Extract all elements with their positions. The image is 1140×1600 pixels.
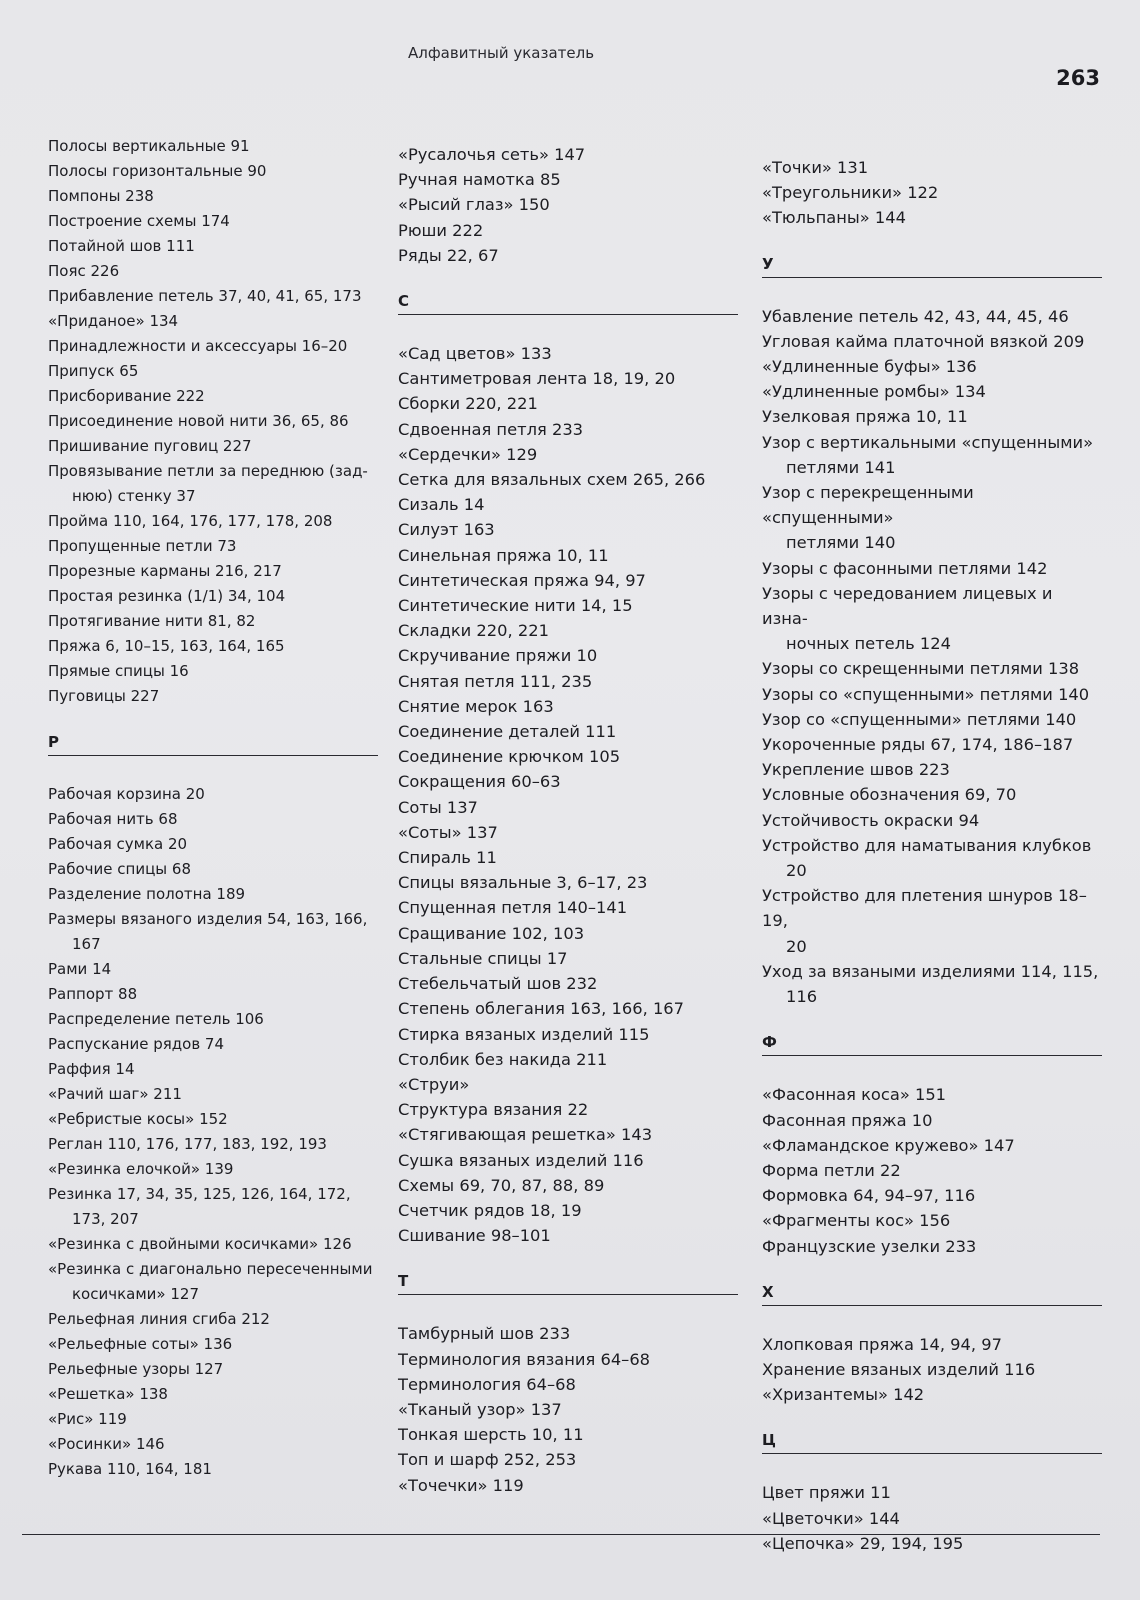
- index-entry-text: Устройство для наматывания клубков: [762, 835, 1092, 855]
- entries-t-cont: [762, 155, 1102, 231]
- index-entry-text: Размеры вязаного изделия 54, 163, 166,: [48, 910, 368, 928]
- index-entry: Соединение деталей 111: [398, 722, 617, 742]
- index-entry: Хлопковая пряжа 14, 94, 97: [762, 1334, 1002, 1354]
- entries-t: [398, 1321, 738, 1497]
- index-entry: «Русалочья сеть» 147: [398, 145, 586, 164]
- index-entry: «Точечки» 119: [398, 1475, 524, 1495]
- index-entry-text: Узор с вертикальными «спущенными»: [762, 432, 1094, 452]
- index-entry: «Рачий шаг» 211: [48, 1085, 182, 1103]
- index-entry: Тонкая шерсть 10, 11: [398, 1425, 584, 1445]
- index-entry: Потайной шов 111: [48, 237, 195, 255]
- index-entry: Формовка 64, 94–97, 116: [762, 1186, 976, 1206]
- index-entry-text: Уход за вязаными изделиями 114, 115,: [762, 961, 1099, 981]
- index-entry: Степень облегания 163, 166, 167: [398, 999, 685, 1019]
- index-entry: Рюши 222: [398, 220, 484, 240]
- index-entry: Пройма 110, 164, 176, 177, 178, 208: [48, 512, 333, 530]
- index-entry: Синтетические нити 14, 15: [398, 596, 633, 616]
- index-entry: Терминология 64–68: [398, 1374, 576, 1394]
- index-entry: Рабочая нить 68: [48, 810, 178, 828]
- index-entry-continuation: ночных петель 124: [786, 634, 951, 654]
- index-entry: Узелковая пряжа 10, 11: [762, 407, 968, 427]
- entries-r: [48, 782, 378, 1482]
- index-entry: Рабочая сумка 20: [48, 835, 188, 853]
- index-entry: Французские узелки 233: [762, 1236, 977, 1256]
- index-entry: Раппорт 88: [48, 985, 138, 1003]
- index-entry: «Сад цветов» 133: [398, 344, 552, 364]
- index-entry-continuation: нюю) стенку 37: [72, 487, 196, 505]
- index-entry: Распределение петель 106: [48, 1010, 264, 1028]
- index-entry-text: «Резинка с диагонально пересеченными: [48, 1260, 373, 1278]
- index-entry: Реглан 110, 176, 177, 183, 192, 193: [48, 1135, 327, 1153]
- index-entry: Соты 137: [398, 797, 478, 817]
- index-entry: «Тюльпаны» 144: [762, 208, 906, 228]
- entries-u: [762, 304, 1102, 1010]
- index-entry: Счетчик рядов 18, 19: [398, 1200, 582, 1220]
- index-entry: Соединение крючком 105: [398, 747, 621, 767]
- index-entry: Спущенная петля 140–141: [398, 898, 628, 918]
- index-entry: «Сердечки» 129: [398, 444, 538, 464]
- index-entry: Помпоны 238: [48, 187, 154, 205]
- entries-ts: [762, 1480, 1102, 1556]
- index-entry: Снятая петля 111, 235: [398, 671, 593, 691]
- index-entry: «Тканый узор» 137: [398, 1399, 562, 1419]
- index-entry: Сизаль 14: [398, 495, 485, 515]
- running-title: Алфавитный указатель: [408, 44, 595, 62]
- index-entry: Хранение вязаных изделий 116: [762, 1359, 1036, 1379]
- index-entry: «Цветочки» 144: [762, 1508, 900, 1528]
- letter-heading-ts: Ц: [762, 1431, 1102, 1454]
- index-entry-continuation: 20: [786, 936, 807, 956]
- index-entry: Спираль 11: [398, 848, 497, 868]
- index-entry: Простая резинка (1/1) 34, 104: [48, 587, 286, 605]
- index-entry: Рельефная линия сгиба 212: [48, 1310, 270, 1328]
- index-entry: Припуск 65: [48, 362, 139, 380]
- entries-p: [48, 134, 378, 709]
- index-entry-continuation: 173, 207: [72, 1210, 139, 1228]
- index-entry: Полосы горизонтальные 90: [48, 162, 267, 180]
- index-entry: [48, 907, 378, 957]
- index-entry: [762, 833, 1102, 883]
- letter-heading-f: Ф: [762, 1033, 1102, 1056]
- index-entry: [762, 959, 1102, 1009]
- index-column-2: [398, 142, 738, 1498]
- index-entry: [762, 430, 1102, 480]
- index-entry: Синтетическая пряжа 94, 97: [398, 570, 646, 590]
- index-entry: Узоры со скрещенными петлями 138: [762, 659, 1080, 679]
- index-entry-continuation: петлями 141: [786, 457, 896, 477]
- index-entry: Построение схемы 174: [48, 212, 230, 230]
- index-entry: Пришивание пуговиц 227: [48, 437, 252, 455]
- index-entry: «Стягивающая решетка» 143: [398, 1125, 653, 1145]
- index-entry: Узор со «спущенными» петлями 140: [762, 709, 1077, 729]
- index-entry: «Ребристые косы» 152: [48, 1110, 228, 1128]
- index-entry: Рабочие спицы 68: [48, 860, 191, 878]
- index-entry: Узоры с фасонными петлями 142: [762, 558, 1048, 578]
- index-entry-text: Узор с перекрещенными «спущенными»: [762, 483, 974, 528]
- index-entry: «Струи»: [398, 1074, 470, 1094]
- index-entry: [48, 459, 378, 509]
- index-entry: Синельная пряжа 10, 11: [398, 545, 609, 565]
- index-entry: Узоры со «спущенными» петлями 140: [762, 684, 1090, 704]
- index-entry: Снятие мерок 163: [398, 696, 554, 716]
- index-entry: Тамбурный шов 233: [398, 1324, 571, 1344]
- letter-heading-u: У: [762, 255, 1102, 278]
- index-entry: [48, 1257, 378, 1307]
- index-entry-text: Резинка 17, 34, 35, 125, 126, 164, 172,: [48, 1185, 351, 1203]
- page-number: 263: [1056, 66, 1100, 90]
- index-entry-continuation: косичками» 127: [72, 1285, 199, 1303]
- index-entry: «Рис» 119: [48, 1410, 127, 1428]
- index-entry: «Рельефные соты» 136: [48, 1335, 233, 1353]
- index-entry: Сетка для вязальных схем 265, 266: [398, 470, 706, 490]
- index-entry: Спицы вязальные 3, 6–17, 23: [398, 873, 648, 893]
- index-entry: «Росинки» 146: [48, 1435, 165, 1453]
- index-entry: Присборивание 222: [48, 387, 205, 405]
- index-entry: Рабочая корзина 20: [48, 785, 205, 803]
- index-entry: «Треугольники» 122: [762, 183, 939, 203]
- index-entry: Терминология вязания 64–68: [398, 1349, 651, 1369]
- index-entry: «Резинка елочкой» 139: [48, 1160, 234, 1178]
- index-entry: «Точки» 131: [762, 158, 869, 177]
- index-entry: Форма петли 22: [762, 1160, 901, 1180]
- entries-s: [398, 341, 738, 1248]
- index-entry: Пропущенные петли 73: [48, 537, 237, 555]
- letter-heading-t: Т: [398, 1272, 738, 1295]
- letter-heading-h: Х: [762, 1283, 1102, 1306]
- index-entry: Протягивание нити 81, 82: [48, 612, 256, 630]
- index-entry: Прибавление петель 37, 40, 41, 65, 173: [48, 287, 362, 305]
- index-entry: Сушка вязаных изделий 116: [398, 1150, 644, 1170]
- index-entry: Полосы вертикальные 91: [48, 137, 250, 155]
- index-entry: Силуэт 163: [398, 520, 495, 540]
- index-entry: Сокращения 60–63: [398, 772, 561, 792]
- index-entry: Рукава 110, 164, 181: [48, 1460, 212, 1478]
- index-entry: «Приданое» 134: [48, 312, 179, 330]
- index-entry: Рами 14: [48, 960, 112, 978]
- index-entry: Цвет пряжи 11: [762, 1483, 891, 1503]
- index-entry: Распускание рядов 74: [48, 1035, 225, 1053]
- index-entry-text: Провязывание петли за переднюю (зад-: [48, 462, 368, 480]
- index-entry: Укороченные ряды 67, 174, 186–187: [762, 735, 1074, 755]
- index-entry: «Фасонная коса» 151: [762, 1085, 947, 1105]
- index-entry: Угловая кайма платочной вязкой 209: [762, 331, 1085, 351]
- index-entry: [762, 480, 1102, 556]
- index-entry: Пряжа 6, 10–15, 163, 164, 165: [48, 637, 285, 655]
- index-entry-continuation: петлями 140: [786, 533, 896, 553]
- index-entry: [762, 883, 1102, 959]
- index-entry: Фасонная пряжа 10: [762, 1110, 933, 1130]
- index-entry: «Удлиненные ромбы» 134: [762, 382, 986, 402]
- index-entry: [48, 1182, 378, 1232]
- entries-r-cont: [398, 142, 738, 268]
- index-entry: Пуговицы 227: [48, 687, 160, 705]
- index-entry: Присоединение новой нити 36, 65, 86: [48, 412, 349, 430]
- index-entry: Стебельчатый шов 232: [398, 974, 598, 994]
- index-column-3: [762, 155, 1102, 1556]
- entries-f: [762, 1082, 1102, 1258]
- index-entry: Раффия 14: [48, 1060, 135, 1078]
- letter-heading-r: Р: [48, 733, 378, 756]
- index-entry: Пояс 226: [48, 262, 120, 280]
- index-entry: Схемы 69, 70, 87, 88, 89: [398, 1175, 605, 1195]
- index-entry-text: Устройство для плетения шнуров 18–19,: [762, 886, 1087, 931]
- index-entry: Разделение полотна 189: [48, 885, 246, 903]
- index-entry: Прямые спицы 16: [48, 662, 189, 680]
- index-entry: Стальные спицы 17: [398, 948, 568, 968]
- index-entry: Сантиметровая лента 18, 19, 20: [398, 369, 676, 389]
- index-entry: Столбик без накида 211: [398, 1049, 608, 1069]
- index-entry: Условные обозначения 69, 70: [762, 785, 1017, 805]
- index-entry: [762, 581, 1102, 657]
- index-entry: «Резинка с двойными косичками» 126: [48, 1235, 352, 1253]
- index-column-1: [48, 134, 378, 1482]
- index-entry: Ряды 22, 67: [398, 245, 499, 265]
- index-entry-continuation: 20: [786, 861, 807, 881]
- index-entry: Сборки 220, 221: [398, 394, 538, 414]
- index-entry: Скручивание пряжи 10: [398, 646, 598, 666]
- index-entry: «Цепочка» 29, 194, 195: [762, 1533, 964, 1553]
- index-entry: Топ и шарф 252, 253: [398, 1450, 577, 1470]
- index-entry-text: Узоры с чередованием лицевых и изна-: [762, 583, 1053, 629]
- index-entry: Принадлежности и аксессуары 16–20: [48, 337, 348, 355]
- index-entry: Сращивание 102, 103: [398, 923, 585, 943]
- index-entry: «Фрагменты кос» 156: [762, 1211, 951, 1231]
- index-entry: «Решетка» 138: [48, 1385, 168, 1403]
- index-entry-continuation: 167: [72, 935, 101, 953]
- index-entry: Структура вязания 22: [398, 1100, 589, 1120]
- index-entry-continuation: 116: [786, 987, 818, 1007]
- index-entry: Сдвоенная петля 233: [398, 419, 584, 439]
- index-entry: «Рысий глаз» 150: [398, 195, 550, 215]
- index-entry: «Удлиненные буфы» 136: [762, 357, 977, 377]
- bottom-rule: [22, 1534, 1100, 1535]
- index-entry: Прорезные карманы 216, 217: [48, 562, 282, 580]
- index-entry: «Соты» 137: [398, 822, 498, 842]
- letter-heading-s: С: [398, 292, 738, 315]
- index-entry: Сшивание 98–101: [398, 1226, 551, 1246]
- index-entry: Ручная намотка 85: [398, 170, 561, 190]
- index-entry: «Хризантемы» 142: [762, 1385, 925, 1405]
- index-entry: Укрепление швов 223: [762, 760, 950, 780]
- index-entry: Стирка вязаных изделий 115: [398, 1024, 650, 1044]
- entries-h: [762, 1332, 1102, 1408]
- index-entry: Рельефные узоры 127: [48, 1360, 224, 1378]
- index-entry: «Фламандское кружево» 147: [762, 1135, 1015, 1155]
- index-entry: Складки 220, 221: [398, 621, 549, 641]
- index-entry: Устойчивость окраски 94: [762, 810, 980, 830]
- index-entry: Убавление петель 42, 43, 44, 45, 46: [762, 306, 1069, 326]
